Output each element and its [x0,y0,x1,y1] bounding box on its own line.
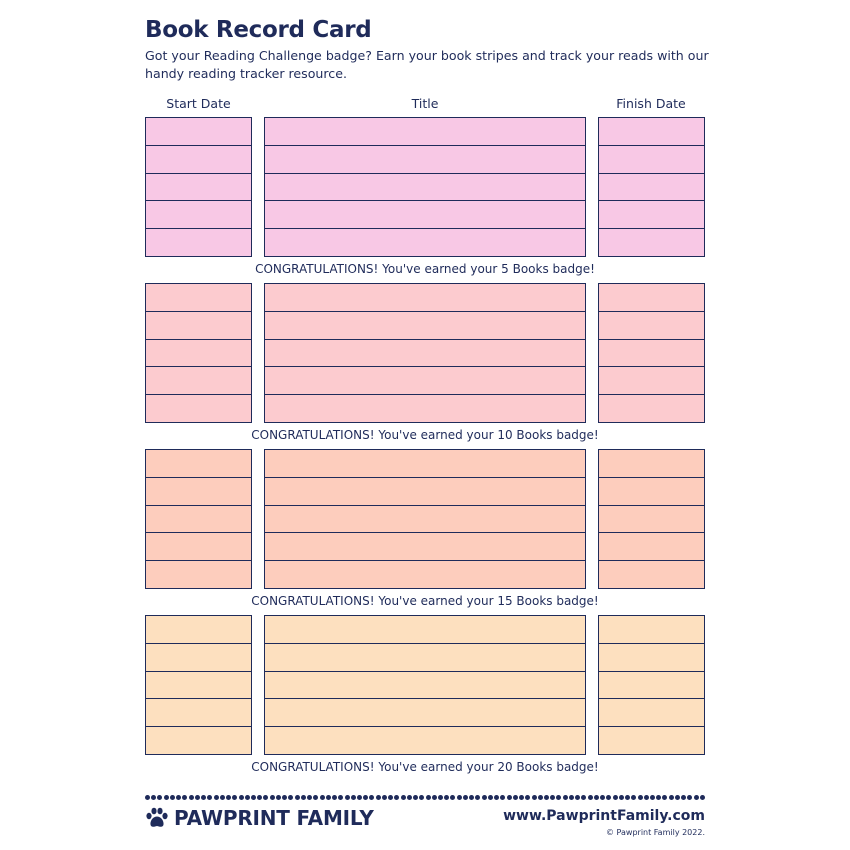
start-date-column [145,449,252,589]
start-date-cell[interactable] [146,284,251,311]
column-header-start-date: Start Date [166,96,231,111]
start-date-cell[interactable] [146,366,251,394]
start-date-column [145,117,252,257]
title-cell[interactable] [265,118,585,145]
title-cell[interactable] [265,450,585,477]
title-cell[interactable] [265,339,585,367]
finish-date-column [598,117,705,257]
title-cell[interactable] [265,366,585,394]
title-cell[interactable] [265,643,585,671]
finish-date-cell[interactable] [599,394,704,422]
title-cell[interactable] [265,671,585,699]
congrats-message-10-books: CONGRATULATIONS! You've earned your 10 Books badge! [251,428,599,442]
brand-name: PAWPRINT FAMILY [174,806,374,830]
finish-date-cell[interactable] [599,173,704,201]
finish-date-cell[interactable] [599,505,704,533]
finish-date-cell[interactable] [599,671,704,699]
start-date-cell[interactable] [146,505,251,533]
congrats-message-15-books: CONGRATULATIONS! You've earned your 15 Books badge! [251,594,599,608]
title-cell[interactable] [265,616,585,643]
title-column [264,449,586,589]
finish-date-cell[interactable] [599,311,704,339]
finish-date-cell[interactable] [599,450,704,477]
title-cell[interactable] [265,726,585,754]
finish-date-cell[interactable] [599,560,704,588]
start-date-cell[interactable] [146,228,251,256]
start-date-cell[interactable] [146,643,251,671]
paw-icon [145,807,169,829]
title-column [264,615,586,755]
start-date-cell[interactable] [146,532,251,560]
finish-date-cell[interactable] [599,698,704,726]
start-date-cell[interactable] [146,145,251,173]
title-cell[interactable] [265,560,585,588]
finish-date-cell[interactable] [599,118,704,145]
start-date-cell[interactable] [146,118,251,145]
title-cell[interactable] [265,228,585,256]
start-date-cell[interactable] [146,698,251,726]
finish-date-column [598,615,705,755]
title-cell[interactable] [265,477,585,505]
finish-date-column [598,449,705,589]
column-header-finish-date: Finish Date [616,96,686,111]
website-link[interactable]: www.PawprintFamily.com [503,808,705,824]
intro-text: Got your Reading Challenge badge? Earn your book stripes and track your reads with our handy reading tracker resource. [145,48,709,81]
finish-date-cell[interactable] [599,477,704,505]
brand-logo [145,806,374,830]
finish-date-cell[interactable] [599,643,704,671]
start-date-cell[interactable] [146,173,251,201]
finish-date-cell[interactable] [599,616,704,643]
start-date-cell[interactable] [146,616,251,643]
start-date-cell[interactable] [146,394,251,422]
finish-date-cell[interactable] [599,726,704,754]
start-date-cell[interactable] [146,339,251,367]
title-column [264,283,586,423]
title-cell[interactable] [265,532,585,560]
start-date-cell[interactable] [146,560,251,588]
section-20-books [145,615,705,755]
finish-date-column [598,283,705,423]
start-date-cell[interactable] [146,450,251,477]
finish-date-cell[interactable] [599,284,704,311]
title-cell[interactable] [265,698,585,726]
congrats-message-5-books: CONGRATULATIONS! You've earned your 5 Books badge! [255,262,595,276]
title-cell[interactable] [265,394,585,422]
finish-date-cell[interactable] [599,339,704,367]
copyright-text: © Pawprint Family 2022. [606,828,705,837]
start-date-cell[interactable] [146,477,251,505]
title-cell[interactable] [265,173,585,201]
dotted-divider [145,795,705,801]
title-cell[interactable] [265,200,585,228]
start-date-cell[interactable] [146,311,251,339]
title-column [264,117,586,257]
column-header-title: Title [411,96,439,111]
title-cell[interactable] [265,311,585,339]
start-date-cell[interactable] [146,200,251,228]
congrats-message-20-books: CONGRATULATIONS! You've earned your 20 Books badge! [251,760,599,774]
page-title: Book Record Card [145,17,372,43]
title-cell[interactable] [265,284,585,311]
section-10-books [145,283,705,423]
section-5-books [145,117,705,257]
finish-date-cell[interactable] [599,532,704,560]
finish-date-cell[interactable] [599,228,704,256]
title-cell[interactable] [265,505,585,533]
start-date-column [145,615,252,755]
finish-date-cell[interactable] [599,145,704,173]
start-date-column [145,283,252,423]
finish-date-cell[interactable] [599,200,704,228]
section-15-books [145,449,705,589]
start-date-cell[interactable] [146,671,251,699]
start-date-cell[interactable] [146,726,251,754]
title-cell[interactable] [265,145,585,173]
finish-date-cell[interactable] [599,366,704,394]
